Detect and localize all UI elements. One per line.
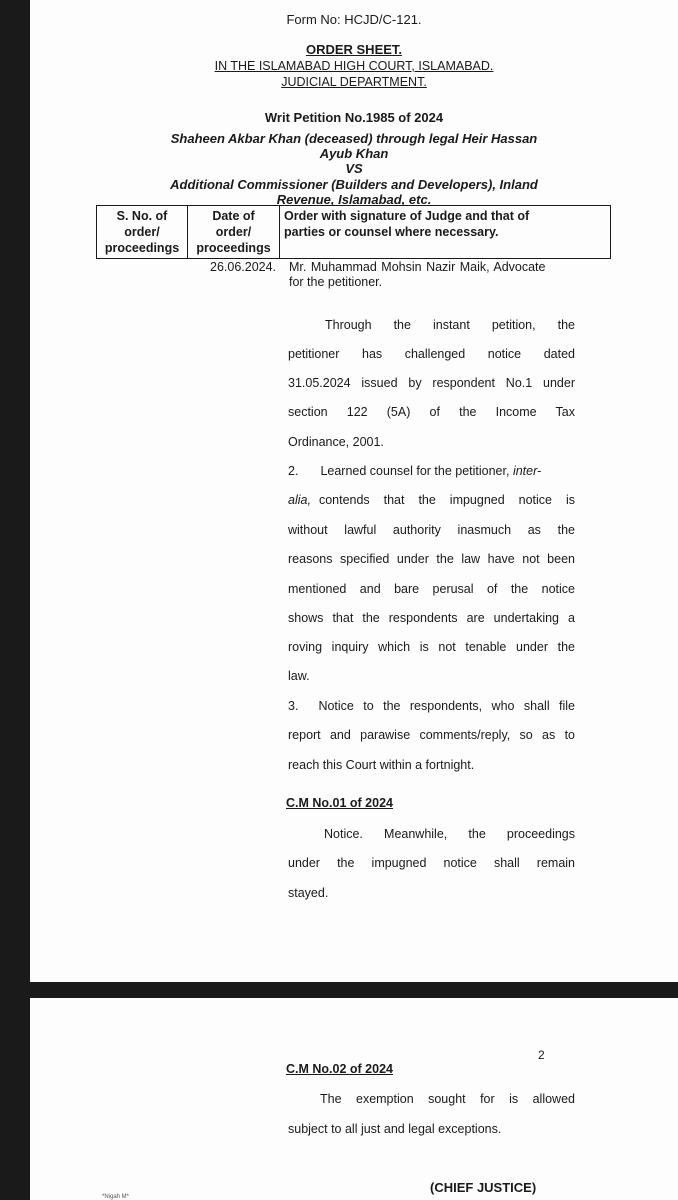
para1-line: section 122 (5A) of the Income Tax xyxy=(288,405,575,419)
order-sheet-title: ORDER SHEET. xyxy=(305,42,403,57)
column-date xyxy=(188,206,280,259)
para1-line: 31.05.2024 issued by respondent No.1 under xyxy=(288,376,575,390)
para1-line: petitioner has challenged notice dated xyxy=(288,347,575,361)
para3-number: 3. xyxy=(288,699,299,713)
para2-number: 2. xyxy=(288,464,299,478)
para3-line: reach this Court within a fortnight. xyxy=(288,758,475,772)
col2-line2: order/ xyxy=(215,225,252,239)
cm1-heading: C.M No.01 of 2024 xyxy=(286,796,393,810)
versus: VS xyxy=(345,161,363,176)
col1-line1: S. No. of xyxy=(116,209,168,223)
cm2-line: The exemption sought for is allowed xyxy=(320,1092,575,1106)
column-order xyxy=(280,206,611,259)
order-sheet-header-table xyxy=(96,205,611,259)
order-date: 26.06.2024. xyxy=(210,260,277,274)
counsel-line-2: for the petitioner. xyxy=(289,275,383,289)
para2-latin: inter- xyxy=(512,464,542,478)
para1-line: Ordinance, 2001. xyxy=(288,435,384,449)
cm1-line: Notice. Meanwhile, the proceedings xyxy=(324,827,575,841)
petitioner-line-2: Ayub Khan xyxy=(319,146,389,161)
signature-mark: *Nigah M* xyxy=(102,1194,130,1200)
petitioner-line-1: Shaheen Akbar Khan (deceased) through legal Heir Hassan xyxy=(170,131,538,146)
order-sheet-page-2 xyxy=(30,998,678,1200)
para2-second-line xyxy=(288,492,575,508)
para1-line: Through the instant petition, the xyxy=(325,318,575,332)
para3-first-line xyxy=(288,698,575,714)
petition-number: Writ Petition No.1985 of 2024 xyxy=(264,110,444,125)
order-sheet-page-1 xyxy=(30,0,678,982)
para2-text: Learned counsel for the petitioner, xyxy=(320,464,510,478)
col1-line3: proceedings xyxy=(104,241,180,255)
col1-line2: order/ xyxy=(124,225,160,239)
para2-text: contends that the impugned notice is xyxy=(318,493,575,507)
respondent-line-1: Additional Commissioner (Builders and Developers), Inland xyxy=(170,177,538,192)
cm1-line: stayed. xyxy=(288,886,329,900)
para2-line: mentioned and bare perusal of the notice xyxy=(288,582,575,596)
court-name: IN THE ISLAMABAD HIGH COURT, ISLAMABAD. xyxy=(214,59,494,73)
cm2-heading: C.M No.02 of 2024 xyxy=(286,1062,393,1076)
para2-line: without lawful authority inasmuch as the xyxy=(288,523,575,537)
department-name: JUDICIAL DEPARTMENT. xyxy=(281,75,427,89)
para3-text: Notice to the respondents, who shall file xyxy=(318,699,575,713)
col3-line1: Order with signature of Judge and that of xyxy=(284,209,530,223)
cm2-line: subject to all just and legal exceptions. xyxy=(288,1122,502,1136)
col2-line3: proceedings xyxy=(196,241,271,255)
cm1-line: under the impugned notice shall remain xyxy=(288,856,575,870)
para2-line: shows that the respondents are undertaking a xyxy=(288,611,575,625)
counsel-line-1: Mr. Muhammad Mohsin Nazir Maik, Advocate xyxy=(289,260,546,274)
para2-line: law. xyxy=(288,669,310,683)
para2-first-line xyxy=(288,463,575,479)
form-number: Form No: HCJD/C-121. xyxy=(286,12,422,27)
para2-latin: alia, xyxy=(288,493,311,507)
page-number: 2 xyxy=(538,1048,545,1062)
col3-line2: parties or counsel where necessary. xyxy=(284,225,499,239)
col2-line1: Date of xyxy=(212,209,255,223)
para2-line: reasons specified under the law have not been xyxy=(288,552,575,566)
para2-line: roving inquiry which is not tenable under the xyxy=(288,640,575,654)
respondent-line-2: Revenue, Islamabad, etc. xyxy=(276,192,432,207)
column-serial-number xyxy=(97,206,188,259)
chief-justice-signature: (CHIEF JUSTICE) xyxy=(430,1180,537,1195)
para3-line: report and parawise comments/reply, so as to xyxy=(288,728,575,742)
